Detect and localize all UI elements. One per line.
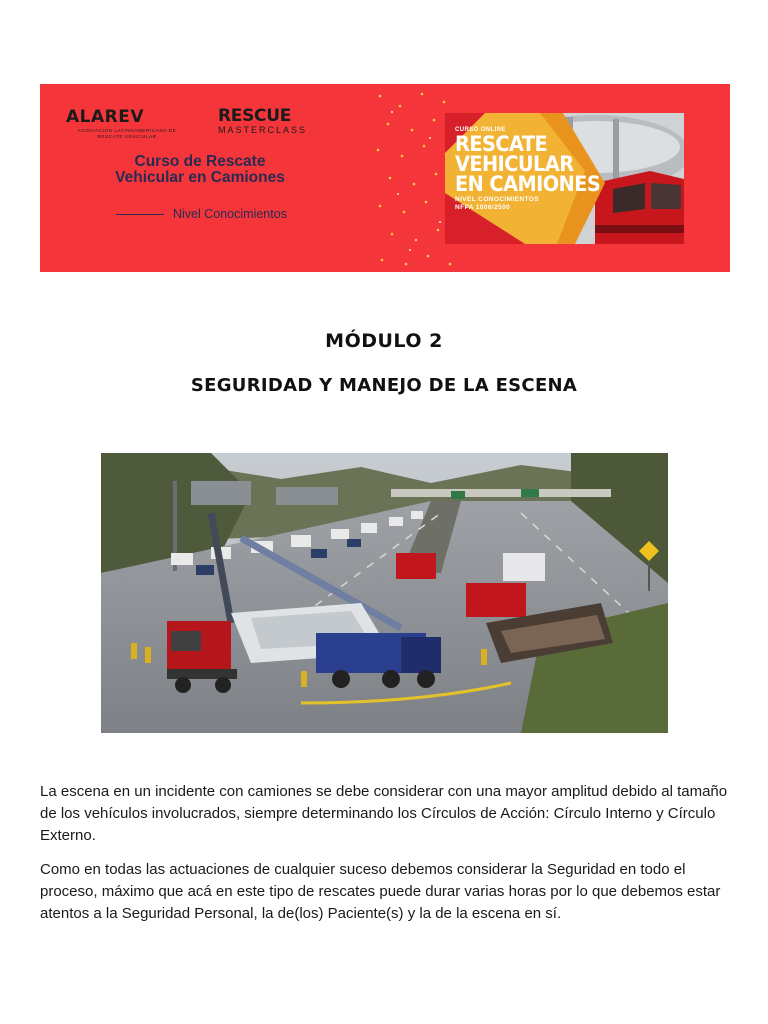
promo-title-line2: VEHICULAR bbox=[455, 152, 574, 176]
course-title-line1: Curso de Rescate bbox=[134, 153, 266, 170]
alarev-logo-subtitle: ASOCIACIÓN LATINOAMERICANA DE RESCATE VEHICULAR bbox=[77, 128, 177, 139]
truck-accident-scene-photo bbox=[101, 453, 668, 733]
promo-tag: CURSO ONLINE bbox=[455, 127, 506, 133]
promo-title-line1: RESCATE bbox=[455, 132, 548, 156]
course-level: Nivel Conocimientos bbox=[173, 207, 287, 221]
course-banner bbox=[40, 84, 730, 272]
course-promo-image bbox=[445, 113, 684, 244]
promo-title bbox=[455, 134, 600, 194]
module-title: MÓDULO 2 bbox=[325, 330, 443, 352]
promo-text-block bbox=[455, 127, 613, 212]
course-title bbox=[100, 154, 300, 186]
promo-level: NIVEL CONOCIMIENTOS bbox=[455, 196, 539, 203]
level-divider bbox=[116, 214, 164, 215]
course-title-line2: Vehicular en Camiones bbox=[115, 169, 285, 186]
promo-standard: NFPA 1006/2500 bbox=[455, 204, 511, 211]
highway-rescue-scene-illustration bbox=[101, 453, 668, 733]
rescue-logo-subtitle: MASTERCLASS bbox=[218, 125, 308, 135]
alarev-logo bbox=[66, 109, 188, 140]
rescue-logo-name: RESCUE bbox=[218, 106, 292, 126]
alarev-logo-name: ALAREV bbox=[66, 107, 145, 127]
promo-title-line3: EN CAMIONES bbox=[455, 172, 601, 196]
body-paragraph-2: Como en todas las actuaciones de cualquier suceso debemos considerar la Seguridad en todo el proceso, máximo que acá en este tipo de rescates puede durar varias horas por lo que debemos estar atentos a la Seguridad Personal, la de(los) Paciente(s) y la de la escena en sí. bbox=[40, 861, 721, 922]
rescue-masterclass-logo bbox=[218, 108, 307, 136]
section-title: SEGURIDAD Y MANEJO DE LA ESCENA bbox=[190, 375, 578, 396]
body-paragraph-1: La escena en un incidente con camiones se debe considerar con una mayor amplitud debido al tamaño de los vehículos involucrados, siempre determinando los Círculos de Acción: Círculo Interno y Círculo Externo. bbox=[40, 783, 728, 844]
